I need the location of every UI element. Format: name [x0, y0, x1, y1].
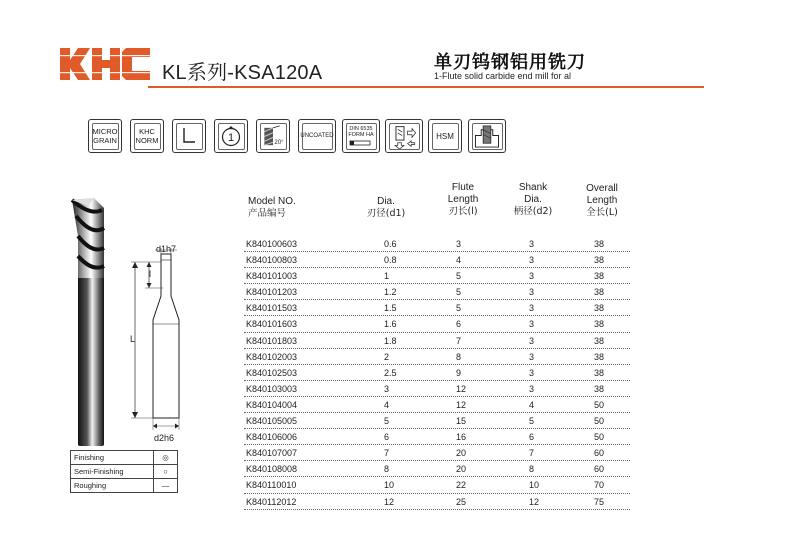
header-divider: [148, 86, 704, 88]
table-row: [244, 236, 630, 252]
product-title-cn: 单刃钨钢铝用铣刀: [434, 52, 586, 73]
cell-flute-length: 3: [456, 239, 462, 249]
cell-dia: 8: [384, 464, 390, 475]
flute-length-label: l: [149, 269, 151, 279]
table-row: [244, 284, 630, 300]
cell-overall-length: 38: [594, 255, 605, 266]
cell-dia: 1.6: [384, 319, 397, 330]
cell-dia: 7: [384, 448, 390, 459]
cell-model: K840110010: [246, 480, 297, 491]
cell-dia: 1: [384, 271, 390, 282]
cell-shank-dia: 3: [529, 319, 535, 330]
table-row: [244, 365, 630, 381]
cell-model: K840101003: [246, 271, 298, 282]
cell-overall-length: 75: [594, 496, 605, 507]
slot-milling-icon: [468, 119, 506, 153]
cell-model: K840102503: [246, 367, 298, 378]
header-dia-cn: 刃径(d1): [366, 208, 406, 219]
product-table: [244, 236, 630, 510]
table-row: [244, 461, 630, 477]
uncoated-icon: UNCOATED: [298, 119, 336, 153]
table-row: [244, 252, 630, 268]
cell-dia: 3: [384, 383, 390, 394]
square-end-icon: [172, 119, 206, 153]
cell-model: K840101503: [246, 303, 298, 314]
cell-shank-dia: 6: [529, 432, 535, 443]
cell-flute-length: 6: [456, 319, 462, 330]
overall-length-label: L: [130, 334, 136, 344]
khc-norm-icon: KHC NORM: [130, 119, 164, 153]
cell-flute-length: 8: [456, 351, 462, 362]
cell-flute-length: 7: [456, 335, 462, 346]
cell-model: K840102003: [246, 351, 298, 362]
cell-shank-dia: 3: [529, 383, 535, 394]
cell-dia: 10: [384, 480, 395, 491]
legend-label: Semi-Finishing: [71, 465, 154, 479]
header-flute: [438, 182, 488, 218]
header-model: [248, 196, 296, 220]
cell-dia: 12: [384, 496, 395, 507]
cell-flute-length: 16: [456, 432, 467, 443]
cell-shank-dia: 3: [529, 303, 535, 314]
product-title-en: 1-Flute solid carbide end mill for al: [434, 71, 572, 81]
cell-shank-dia: 8: [529, 464, 535, 475]
cell-dia: 2: [384, 351, 390, 362]
cell-overall-length: 50: [594, 416, 605, 427]
cell-overall-length: 38: [594, 319, 605, 330]
cell-overall-length: 38: [594, 287, 605, 298]
header-dia: [362, 196, 410, 220]
header-overall: [575, 183, 629, 219]
cell-flute-length: 5: [456, 271, 462, 282]
cell-model: K840108008: [246, 464, 298, 475]
cell-dia: 0.8: [384, 255, 397, 266]
table-row: [244, 445, 630, 461]
cell-shank-dia: 4: [529, 399, 535, 410]
cell-overall-length: 50: [594, 432, 605, 443]
cell-flute-length: 12: [456, 399, 467, 410]
roughing-symbol: —: [154, 479, 178, 493]
cell-dia: 1.2: [384, 287, 397, 298]
header-overall-cn: 全长(L): [586, 207, 618, 218]
table-row: [244, 349, 630, 365]
cell-overall-length: 38: [594, 271, 605, 282]
cell-overall-length: 38: [594, 351, 605, 362]
table-row: [244, 429, 630, 445]
legend-row: [71, 451, 178, 465]
cell-flute-length: 4: [456, 255, 462, 266]
header-flute-cn: 刃长(l): [448, 206, 478, 217]
cell-flute-length: 20: [456, 464, 467, 475]
table-row: [244, 333, 630, 349]
cell-overall-length: 38: [594, 303, 605, 314]
feed-direction-icon: [385, 119, 423, 153]
header-shank-cn: 柄径(d2): [513, 206, 553, 217]
cell-overall-length: 70: [594, 480, 605, 491]
cell-dia: 2.5: [384, 367, 397, 378]
table-row: [244, 268, 630, 284]
cell-dia: 0.6: [384, 239, 397, 249]
cell-model: K840101803: [246, 335, 298, 346]
cell-overall-length: 38: [594, 239, 605, 249]
cell-dia: 1.8: [384, 335, 397, 346]
cell-flute-length: 22: [456, 480, 467, 491]
cell-shank-dia: 5: [529, 416, 535, 427]
header-overall-en2: Length: [586, 195, 618, 206]
cell-shank-dia: 3: [529, 335, 535, 346]
cell-shank-dia: 3: [529, 271, 535, 282]
legend-label: Roughing: [71, 479, 154, 493]
header-flute-en1: Flute: [451, 182, 475, 193]
table-row: [244, 397, 630, 413]
cell-overall-length: 50: [594, 399, 605, 410]
header-shank-en2: Dia.: [524, 194, 542, 205]
table-row: [244, 381, 630, 397]
hsm-icon: HSM: [428, 119, 462, 153]
cell-model: K840100803: [246, 255, 298, 266]
cell-model: K840100603: [246, 239, 298, 249]
header-dia-en: Dia.: [377, 196, 395, 207]
cell-overall-length: 60: [594, 464, 605, 475]
table-row: [244, 494, 630, 510]
cell-flute-length: 15: [456, 416, 467, 427]
helix-angle-label: 20°: [274, 139, 284, 146]
cell-shank-dia: 3: [529, 287, 535, 298]
cell-shank-dia: 3: [529, 367, 535, 378]
cell-model: K840106006: [246, 432, 298, 443]
cell-dia: 5: [384, 416, 390, 427]
cell-model: K840104004: [246, 399, 298, 410]
header-flute-en2: Length: [447, 194, 479, 205]
d2-label: d2h6: [154, 433, 175, 443]
micro-grain-icon: MICRO GRAIN: [88, 119, 122, 153]
legend-row: [71, 479, 178, 493]
table-row: [244, 413, 630, 429]
cell-model: K840105005: [246, 416, 298, 427]
header-shank-en1: Shank: [518, 182, 548, 193]
cell-shank-dia: 3: [529, 239, 535, 249]
semi-finishing-symbol: ○: [154, 465, 178, 479]
header-model-en: Model NO.: [248, 196, 296, 207]
cell-shank-dia: 3: [529, 351, 535, 362]
cell-flute-length: 20: [456, 448, 467, 459]
series-title: KL系列-KSA120A: [162, 62, 323, 84]
cell-shank-dia: 10: [529, 480, 540, 491]
cell-model: K840101203: [246, 287, 298, 298]
cell-overall-length: 38: [594, 383, 605, 394]
cell-model: K840112012: [246, 496, 297, 507]
end-mill-photo: [62, 196, 122, 448]
cell-dia: 6: [384, 432, 390, 443]
table-row: [244, 316, 630, 332]
one-flute-icon: [214, 119, 248, 153]
cell-flute-length: 25: [456, 496, 467, 507]
cell-overall-length: 38: [594, 335, 605, 346]
table-row: [244, 477, 630, 493]
cell-overall-length: 60: [594, 448, 605, 459]
cell-model: K840101603: [246, 319, 298, 330]
khc-logo: [60, 44, 150, 84]
table-row: [244, 300, 630, 316]
header-shank: [506, 182, 560, 218]
cell-dia: 1.5: [384, 303, 397, 314]
cell-flute-length: 5: [456, 303, 462, 314]
cell-model: K840103003: [246, 383, 298, 394]
dimension-drawing: [125, 240, 195, 445]
cell-flute-length: 12: [456, 383, 467, 394]
cell-shank-dia: 3: [529, 255, 535, 266]
cell-flute-length: 5: [456, 287, 462, 298]
legend-label: Finishing: [71, 451, 154, 465]
header-overall-en1: Overall: [586, 183, 618, 194]
din-shank-icon: DIN 6535 FORM HA: [342, 119, 380, 153]
header-model-cn: 产品编号: [248, 208, 287, 219]
cell-model: K840107007: [246, 448, 298, 459]
finishing-symbol: ◎: [154, 451, 178, 465]
cell-shank-dia: 7: [529, 448, 535, 459]
cell-dia: 4: [384, 399, 390, 410]
cell-overall-length: 38: [594, 367, 605, 378]
cell-flute-length: 9: [456, 367, 462, 378]
helix-angle-icon: [256, 119, 290, 153]
d1-label: d1h7: [156, 244, 177, 254]
legend-row: [71, 465, 178, 479]
machining-legend: [70, 450, 178, 493]
flute-count-label: 1: [227, 132, 235, 144]
cell-shank-dia: 12: [529, 496, 540, 507]
